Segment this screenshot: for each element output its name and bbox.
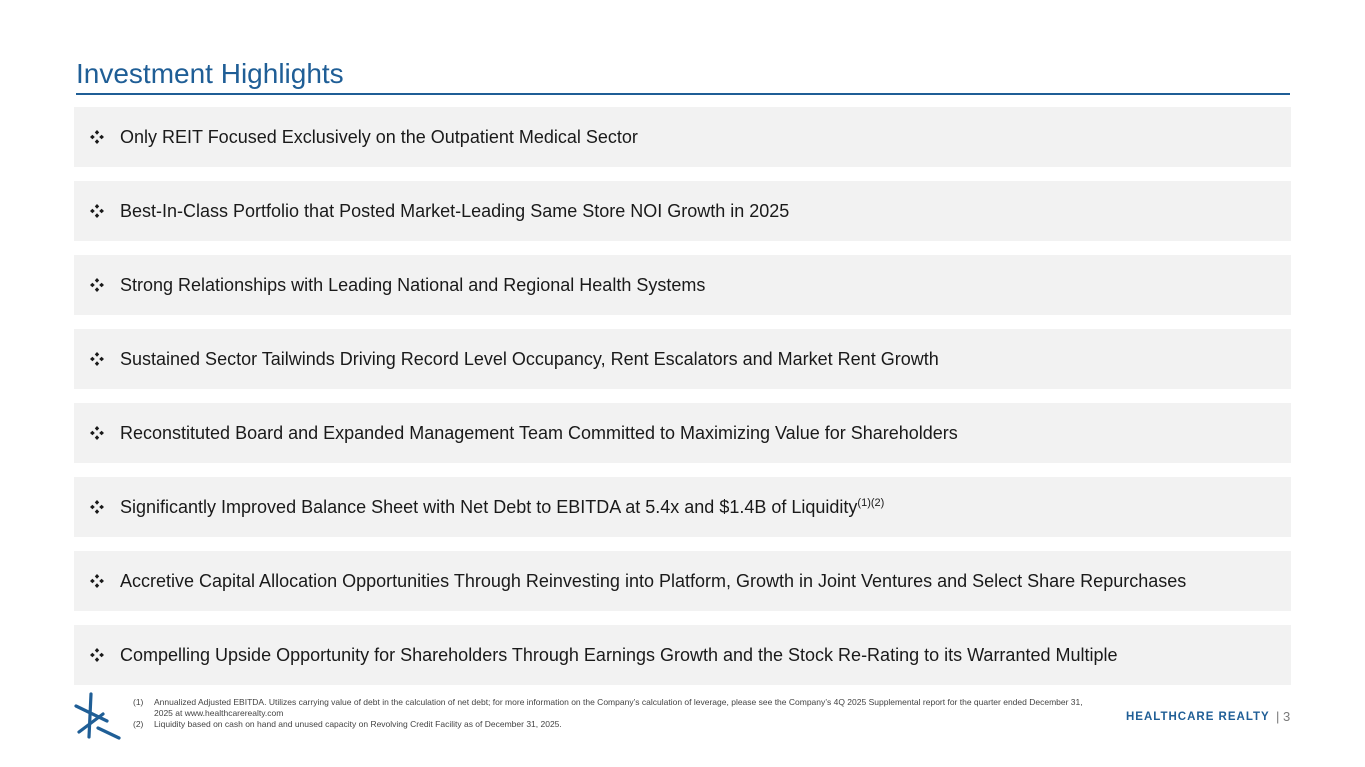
highlight-row: [74, 625, 1291, 685]
highlight-row: [74, 181, 1291, 241]
footnote: [133, 719, 1103, 730]
highlights-list: [74, 107, 1291, 699]
highlight-text: Sustained Sector Tailwinds Driving Record Level Occupancy, Rent Escalators and Market Rent Growth: [120, 348, 939, 369]
highlight-text: Accretive Capital Allocation Opportunities Through Reinvesting into Platform, Growth in Joint Ventures and Select Share Repurchases: [120, 570, 1187, 591]
footnote-text: Annualized Adjusted EBITDA. Utilizes carrying value of debt in the calculation of net debt; for more information on the Company’s calculation of leverage, please see the Company’s 4Q 2025 Supplemental report for the quarter ended December 31, 2025 at www.healthcarerealty.com: [154, 697, 1083, 718]
page-title: Investment Highlights: [76, 58, 344, 89]
four-diamond-bullet-icon: [74, 130, 120, 144]
four-diamond-bullet-icon: [74, 648, 120, 662]
footnote-number: (2): [133, 719, 144, 729]
highlight-row: [74, 551, 1291, 611]
highlight-text: Significantly Improved Balance Sheet with Net Debt to EBITDA at 5.4x and $1.4B of Liquidity$^{(1)(2)}$: [120, 496, 885, 517]
four-diamond-bullet-icon: [74, 500, 120, 514]
four-diamond-bullet-icon: [74, 352, 120, 366]
highlight-row: [74, 477, 1291, 537]
brand-name: HEALTHCARE REALTY: [1126, 711, 1270, 723]
four-diamond-bullet-icon: [74, 278, 120, 292]
footnote-number: (1): [133, 697, 144, 707]
four-diamond-bullet-icon: [74, 204, 120, 218]
highlight-text: Strong Relationships with Leading National and Regional Health Systems: [120, 274, 706, 295]
highlight-row: [74, 329, 1291, 389]
highlight-text: Only REIT Focused Exclusively on the Outpatient Medical Sector: [120, 126, 638, 147]
footnote-reference: (1)(2): [857, 496, 885, 509]
highlight-text: Reconstituted Board and Expanded Management Team Committed to Maximizing Value for Shareholders: [120, 422, 958, 443]
page-number: | 3: [1276, 709, 1291, 724]
footnotes: [133, 697, 1103, 730]
highlight-row: [74, 403, 1291, 463]
footnote-text: Liquidity based on cash on hand and unused capacity on Revolving Credit Facility as of December 31, 2025.: [154, 719, 562, 729]
healthcare-realty-logo-icon: [70, 690, 124, 742]
four-diamond-bullet-icon: [74, 426, 120, 440]
highlight-text: Compelling Upside Opportunity for Shareholders Through Earnings Growth and the Stock Re-Rating to its Warranted Multiple: [120, 644, 1118, 665]
highlight-row: [74, 255, 1291, 315]
highlight-text: Best-In-Class Portfolio that Posted Market-Leading Same Store NOI Growth in 2025: [120, 200, 790, 221]
four-diamond-bullet-icon: [74, 574, 120, 588]
title-divider: [76, 93, 1290, 95]
highlight-row: [74, 107, 1291, 167]
footnote: [133, 697, 1103, 719]
